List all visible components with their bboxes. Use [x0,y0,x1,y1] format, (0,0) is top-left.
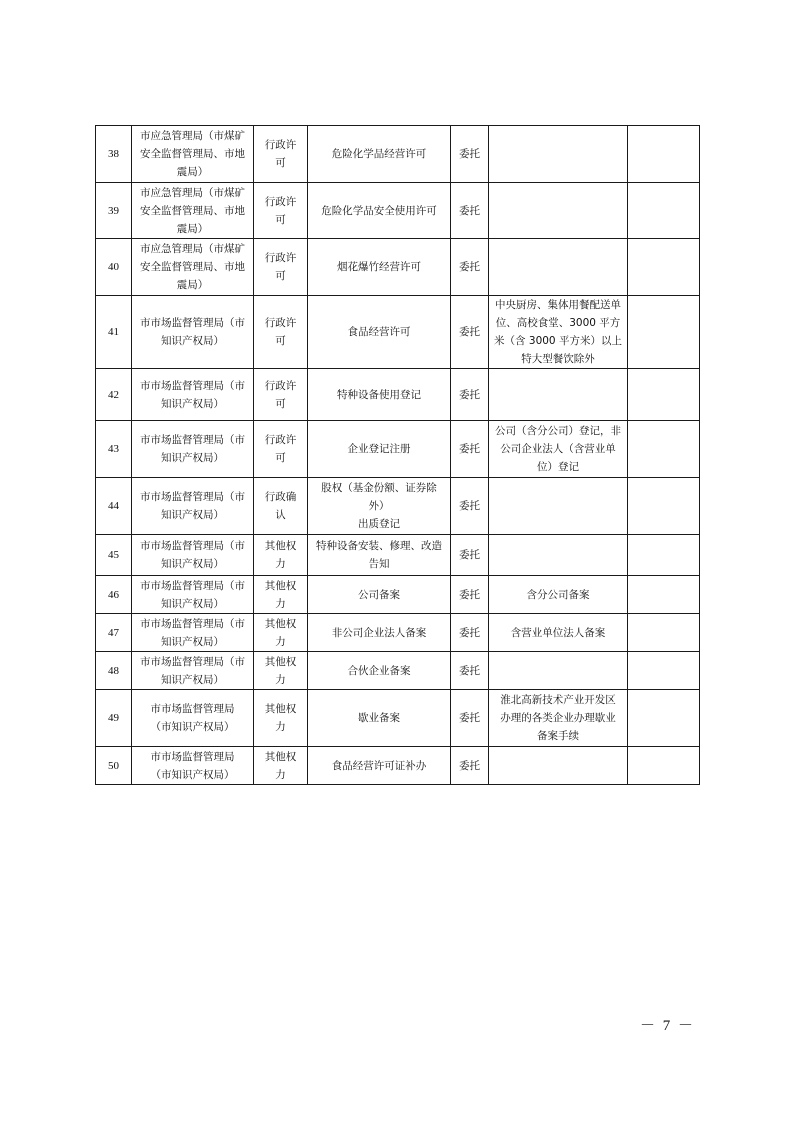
row-number: 42 [96,369,132,421]
item-name-cell: 歇业备案 [308,690,451,747]
department-cell: 市市场监督管理局（市 知识产权局） [132,576,254,614]
table-row [96,421,700,478]
department-cell: 市市场监督管理局 （市知识产权局） [132,690,254,747]
table-row [96,690,700,747]
delegation-mode-cell: 委托 [451,690,489,747]
power-type-cell: 行政许 可 [254,126,308,183]
item-name-cell: 公司备案 [308,576,451,614]
power-type-cell: 其他权 力 [254,652,308,690]
table-row [96,239,700,296]
row-number: 48 [96,652,132,690]
remarks-cell [628,239,700,296]
remarks-cell [628,126,700,183]
delegation-mode-cell: 委托 [451,535,489,576]
scope-cell: 公司（含分公司）登记，非 公司企业法人（含营业单 位）登记 [489,421,628,478]
power-type-cell: 行政许 可 [254,239,308,296]
scope-cell [489,183,628,239]
scope-cell [489,369,628,421]
scope-cell [489,652,628,690]
table-row [96,535,700,576]
power-type-cell: 其他权 力 [254,690,308,747]
department-cell: 市市场监督管理局（市 知识产权局） [132,614,254,652]
table-row [96,652,700,690]
department-cell: 市市场监督管理局（市 知识产权局） [132,535,254,576]
row-number: 41 [96,296,132,369]
table-row [96,478,700,535]
delegation-mode-cell: 委托 [451,614,489,652]
scope-cell: 含分公司备案 [489,576,628,614]
scope-cell [489,126,628,183]
item-name-cell: 企业登记注册 [308,421,451,478]
power-type-cell: 行政许 可 [254,421,308,478]
row-number: 47 [96,614,132,652]
scope-cell [489,478,628,535]
department-cell: 市市场监督管理局 （市知识产权局） [132,747,254,785]
power-type-cell: 其他权 力 [254,535,308,576]
row-number: 39 [96,183,132,239]
row-number: 49 [96,690,132,747]
department-cell: 市应急管理局（市煤矿 安全监督管理局、市地 震局） [132,183,254,239]
table-row [96,296,700,369]
remarks-cell [628,183,700,239]
row-number: 45 [96,535,132,576]
delegation-mode-cell: 委托 [451,576,489,614]
table-row [96,576,700,614]
item-name-cell: 股权（基金份额、证券除外） 出质登记 [308,478,451,535]
table-row [96,614,700,652]
department-cell: 市市场监督管理局（市 知识产权局） [132,296,254,369]
remarks-cell [628,576,700,614]
scope-cell: 中央厨房、集体用餐配送单 位、高校食堂、3000 平方 米（含 3000 平方米）以上 特大型餐饮除外 [489,296,628,369]
scope-cell [489,239,628,296]
item-name-cell: 非公司企业法人备案 [308,614,451,652]
row-number: 38 [96,126,132,183]
item-name-cell: 危险化学品经营许可 [308,126,451,183]
scope-cell: 淮北高新技术产业开发区 办理的各类企业办理歇业 备案手续 [489,690,628,747]
item-name-cell: 合伙企业备案 [308,652,451,690]
remarks-cell [628,478,700,535]
department-cell: 市应急管理局（市煤矿 安全监督管理局、市地 震局） [132,239,254,296]
remarks-cell [628,614,700,652]
row-number: 46 [96,576,132,614]
item-name-cell: 特种设备使用登记 [308,369,451,421]
scope-cell [489,747,628,785]
table-row [96,126,700,183]
table-row [96,183,700,239]
remarks-cell [628,690,700,747]
power-type-cell: 行政确 认 [254,478,308,535]
delegation-mode-cell: 委托 [451,183,489,239]
item-name-cell: 食品经营许可 [308,296,451,369]
delegation-mode-cell: 委托 [451,239,489,296]
remarks-cell [628,369,700,421]
item-name-cell: 食品经营许可证补办 [308,747,451,785]
row-number: 40 [96,239,132,296]
remarks-cell [628,652,700,690]
department-cell: 市市场监督管理局（市 知识产权局） [132,369,254,421]
remarks-cell [628,421,700,478]
power-type-cell: 行政许 可 [254,296,308,369]
item-name-cell: 特种设备安装、修理、改造 告知 [308,535,451,576]
table-body [96,126,700,785]
remarks-cell [628,535,700,576]
delegation-mode-cell: 委托 [451,421,489,478]
delegation-mode-cell: 委托 [451,652,489,690]
item-name-cell: 危险化学品安全使用许可 [308,183,451,239]
table-row [96,747,700,785]
power-type-cell: 其他权 力 [254,576,308,614]
power-type-cell: 行政许 可 [254,369,308,421]
power-list-table [95,125,700,785]
department-cell: 市市场监督管理局（市 知识产权局） [132,478,254,535]
power-type-cell: 其他权 力 [254,747,308,785]
delegation-mode-cell: 委托 [451,478,489,535]
remarks-cell [628,747,700,785]
delegation-mode-cell: 委托 [451,296,489,369]
power-type-cell: 其他权 力 [254,614,308,652]
item-name-cell: 烟花爆竹经营许可 [308,239,451,296]
scope-cell [489,535,628,576]
page-number: － 7 － [640,1018,696,1034]
department-cell: 市市场监督管理局（市 知识产权局） [132,652,254,690]
delegation-mode-cell: 委托 [451,747,489,785]
row-number: 43 [96,421,132,478]
department-cell: 市应急管理局（市煤矿 安全监督管理局、市地 震局） [132,126,254,183]
delegation-mode-cell: 委托 [451,369,489,421]
department-cell: 市市场监督管理局（市 知识产权局） [132,421,254,478]
delegation-mode-cell: 委托 [451,126,489,183]
table-row [96,369,700,421]
scope-cell: 含营业单位法人备案 [489,614,628,652]
row-number: 50 [96,747,132,785]
remarks-cell [628,296,700,369]
row-number: 44 [96,478,132,535]
power-type-cell: 行政许 可 [254,183,308,239]
